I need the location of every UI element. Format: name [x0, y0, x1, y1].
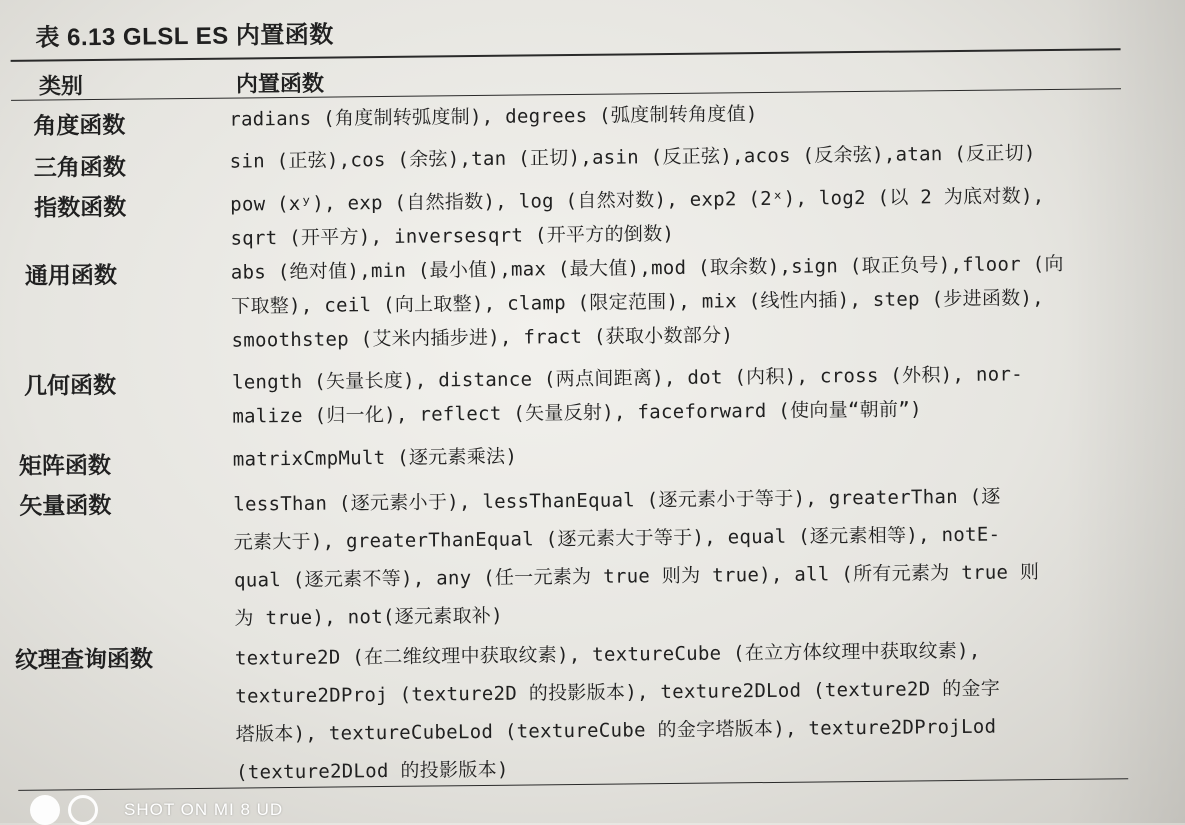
function-line: length (矢量长度), distance (两点间距离), dot (内积), cross (外积), nor- [231, 363, 1023, 394]
row-category: 通用函数 [24, 262, 118, 290]
function-line: matrixCmpMult (逐元素乘法) [232, 445, 518, 471]
row-category: 纹理查询函数 [14, 646, 154, 674]
row-functions [231, 246, 1152, 358]
function-line: malize (归一化), reflect (矢量反射), faceforward (使向量“朝前”) [232, 398, 922, 428]
row-category: 几何函数 [23, 372, 117, 400]
function-line: abs (绝对值),min (最小值),max (最大值),mod (取余数),sign (取正负号),floor (向 [230, 252, 1064, 284]
camera-watermark [30, 795, 283, 825]
row-functions [229, 96, 1149, 135]
table-row [2, 138, 1172, 182]
row-functions [235, 630, 1157, 792]
function-line: sin (正弦),cos (余弦),tan (正切),asin (反正弦),acos (反余弦),atan (反正切) [229, 142, 1036, 173]
table-title: 表 6.13 GLSL ES 内置函数 [35, 21, 334, 52]
function-line: sqrt (开平方), inversesqrt (开平方的倒数) [230, 222, 675, 250]
row-functions [232, 356, 1153, 434]
row-category: 矢量函数 [19, 492, 112, 520]
row-category: 指数函数 [34, 194, 127, 222]
header-functions: 内置函数 [235, 71, 325, 98]
function-line: smoothstep (艾米内插步进), fract (获取小数部分) [231, 324, 734, 352]
table-row [4, 356, 1174, 428]
function-line: (texture2DLod 的投影版本) [235, 758, 509, 784]
function-line: texture2DProj (texture2D 的投影版本), texture2DLod (texture2D 的金字 [235, 677, 1001, 708]
row-functions [230, 138, 1150, 177]
function-line: lessThan (逐元素小于), lessThanEqual (逐元素小于等于), greaterThan (逐 [233, 485, 1001, 516]
function-line: qual (逐元素不等), any (任一元素为 true 则为 true), all (所有元素为 true 则 [233, 561, 1040, 592]
row-category: 矩阵函数 [18, 452, 112, 480]
page-shadow [1065, 0, 1185, 823]
function-line: texture2D (在二维纹理中获取纹素), textureCube (在立方体纹理中获取纹素), [234, 639, 981, 670]
watermark-text: SHOT ON MI 8 UD [124, 800, 284, 819]
function-line: 元素大于), greaterThanEqual (逐元素大于等于), equal (逐元素相等), notE- [233, 523, 1001, 554]
function-line: 下取整), ceil (向上取整), clamp (限定范围), mix (线性内插), step (步进函数), [231, 287, 1045, 318]
watermark-dot-ring-icon [68, 795, 98, 825]
row-functions [230, 178, 1151, 256]
row-functions [233, 436, 1153, 475]
row-category: 三角函数 [33, 154, 126, 182]
header-category: 类别 [38, 74, 84, 100]
watermark-dot-filled-icon [30, 795, 60, 825]
row-category: 角度函数 [33, 112, 126, 140]
function-line: 为 true), not(逐元素取补) [234, 604, 504, 630]
function-line: radians (角度制转弧度制), degrees (弧度制转角度值) [229, 103, 758, 131]
table-row [5, 436, 1175, 480]
function-line: pow (xʸ), exp (自然指数), log (自然对数), exp2 (2ˣ), log2 (以 2 为底对数), [230, 185, 1045, 216]
row-functions [233, 476, 1155, 638]
function-line: 塔版本), textureCubeLod (textureCube 的金字塔版本), texture2DProjLod [235, 715, 997, 746]
